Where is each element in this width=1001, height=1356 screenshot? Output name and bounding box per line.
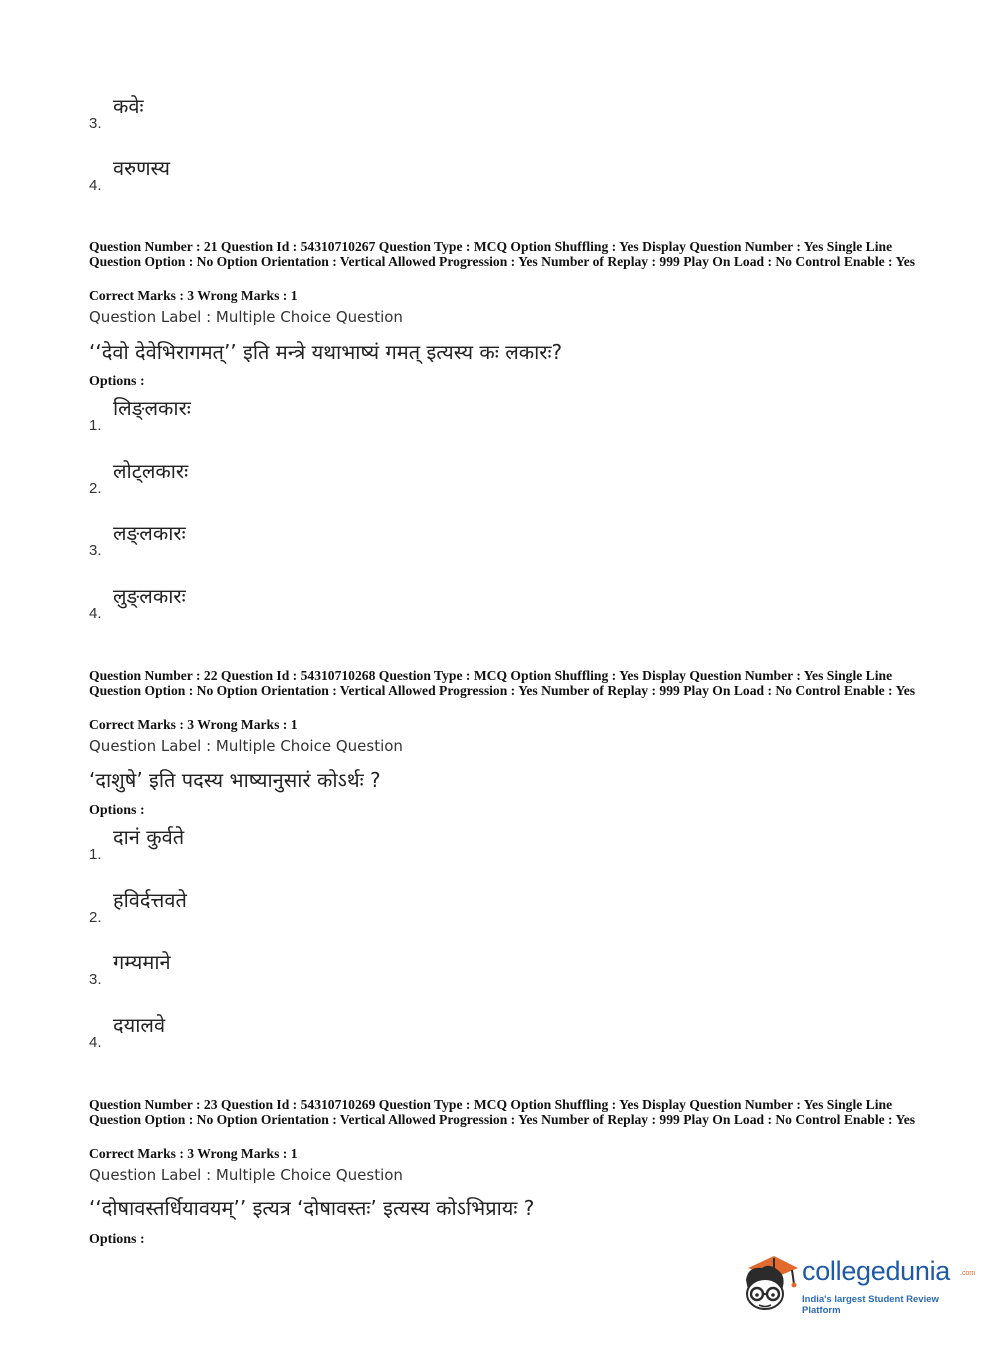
option-number: 4. <box>89 177 102 194</box>
option-item <box>89 948 489 988</box>
question-marks: Correct Marks : 3 Wrong Marks : 1 <box>89 717 298 732</box>
option-item <box>89 519 489 559</box>
collegedunia-logo <box>740 1250 976 1316</box>
option-text: लुङ्लकारः <box>113 584 186 608</box>
question-label: Question Label : Multiple Choice Question <box>89 308 403 326</box>
option-item <box>89 154 489 194</box>
logo-tagline: India's largest Student Review Platform <box>802 1294 939 1316</box>
option-number: 4. <box>89 1034 102 1051</box>
logo-wordmark: collegedunia <box>802 1256 951 1286</box>
option-text: कवेः <box>113 94 144 118</box>
graduate-mascot-icon <box>740 1250 800 1314</box>
question-meta: Question Number : 22 Question Id : 54310710268 Question Type : MCQ Option Shuffling : Yes Display Question Number : Yes Single Line Question Option : No Option Orientation : Vertical Allowed Progression : Yes Number of Replay : 999 Play On Load : No Control Enable : Yes <box>89 668 916 698</box>
option-item <box>89 886 489 926</box>
option-item <box>89 582 489 622</box>
question-text: ‘‘दोषावस्तर्धियावयम्’’ इत्यत्र ‘दोषावस्तः’ इत्यस्य कोऽभिप्रायः ? <box>89 1196 535 1220</box>
option-text: गम्यमाने <box>113 950 171 974</box>
logo-domain-suffix: .com <box>960 1270 976 1277</box>
question-label: Question Label : Multiple Choice Question <box>89 1166 403 1184</box>
question-text: ‘‘देवो देवेभिरागमत्’’ इति मन्त्रे यथाभाष्यं गमत् इत्यस्य कः लकारः? <box>89 340 563 364</box>
option-number: 1. <box>89 417 102 434</box>
option-text: हविर्दत्तवते <box>113 888 187 912</box>
option-item <box>89 823 489 863</box>
question-label: Question Label : Multiple Choice Question <box>89 737 403 755</box>
option-number: 2. <box>89 909 102 926</box>
option-number: 3. <box>89 542 102 559</box>
option-text: दानं कुर्वते <box>113 825 185 849</box>
option-number: 1. <box>89 846 102 863</box>
question-meta: Question Number : 23 Question Id : 54310710269 Question Type : MCQ Option Shuffling : Yes Display Question Number : Yes Single Line Question Option : No Option Orientation : Vertical Allowed Progression : Yes Number of Replay : 999 Play On Load : No Control Enable : Yes <box>89 1097 916 1127</box>
options-heading: Options : <box>89 1232 145 1247</box>
option-text: लिङ्लकारः <box>113 396 191 420</box>
option-item <box>89 457 489 497</box>
option-number: 3. <box>89 971 102 988</box>
option-item <box>89 394 489 434</box>
option-number: 4. <box>89 605 102 622</box>
question-meta: Question Number : 21 Question Id : 54310710267 Question Type : MCQ Option Shuffling : Yes Display Question Number : Yes Single Line Question Option : No Option Orientation : Vertical Allowed Progression : Yes Number of Replay : 999 Play On Load : No Control Enable : Yes <box>89 239 916 269</box>
option-text: लङ्लकारः <box>113 521 186 545</box>
options-heading: Options : <box>89 374 145 389</box>
question-marks: Correct Marks : 3 Wrong Marks : 1 <box>89 1146 298 1161</box>
option-text: दयालवे <box>113 1013 166 1037</box>
options-heading: Options : <box>89 803 145 818</box>
option-text: लोट्लकारः <box>113 459 189 483</box>
option-item <box>89 92 489 132</box>
question-text: ‘दाशुषे’ इति पदस्य भाष्यानुसारं कोऽर्थः ? <box>89 768 381 792</box>
option-item <box>89 1011 489 1051</box>
option-number: 3. <box>89 115 102 132</box>
option-text: वरुणस्य <box>113 156 170 180</box>
question-marks: Correct Marks : 3 Wrong Marks : 1 <box>89 288 298 303</box>
option-number: 2. <box>89 480 102 497</box>
